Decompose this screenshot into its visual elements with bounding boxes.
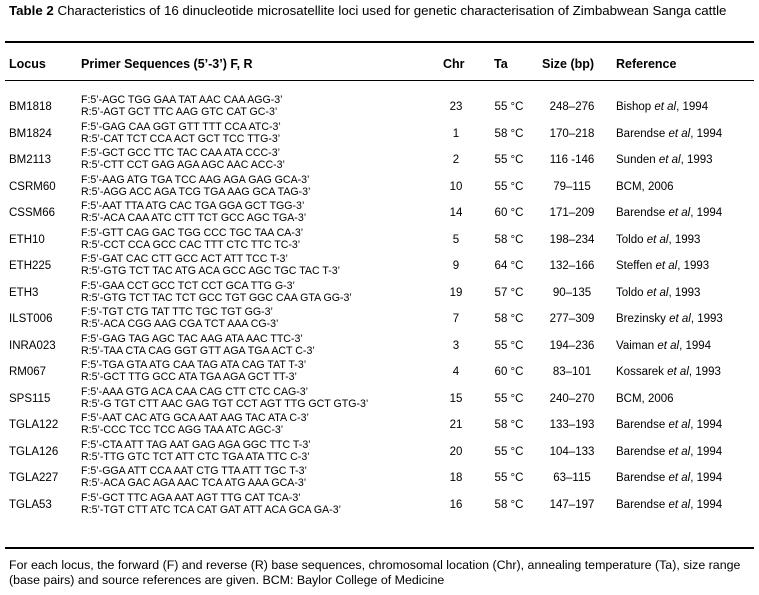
table-row bbox=[0, 280, 759, 307]
reference bbox=[616, 393, 674, 405]
ref-year: , 1993 bbox=[677, 260, 710, 272]
primer-sequences bbox=[81, 439, 311, 464]
forward-primer: F:5’-GAG TAG AGC TAC AAG ATA AAC TTC-3’ bbox=[81, 332, 303, 345]
bottom-rule bbox=[5, 547, 754, 549]
locus-name: TGLA122 bbox=[9, 419, 59, 431]
reference bbox=[616, 499, 722, 511]
ref-year: , 1994 bbox=[676, 101, 709, 113]
locus-name: ETH3 bbox=[9, 286, 39, 299]
ref-author: Barendse bbox=[616, 419, 666, 431]
ref-et-al: et al bbox=[657, 339, 680, 352]
table-footnote: For each locus, the forward (F) and reverse (R) base sequences, chromosomal location (Chr), annealing temperature (Ta), size range (base pairs) and source references are given. BCM: Baylor College of Medicine bbox=[9, 558, 741, 587]
ref-year: , 1994 bbox=[690, 127, 723, 140]
table-row bbox=[0, 227, 759, 254]
locus-name: ETH10 bbox=[9, 233, 45, 246]
chromosome: 20 bbox=[449, 445, 463, 458]
chromosome: 1 bbox=[452, 127, 460, 140]
reference bbox=[616, 234, 700, 246]
size-range: 277–309 bbox=[549, 313, 595, 325]
chromosome: 2 bbox=[452, 154, 460, 166]
forward-primer: F:5’-AAG ATG TGA TCC AAG AGA GAG GCA-3’ bbox=[81, 173, 310, 186]
locus-name: TGLA53 bbox=[9, 498, 52, 511]
size-range: 171–209 bbox=[549, 207, 595, 219]
reference bbox=[616, 446, 722, 458]
reference bbox=[616, 366, 721, 378]
reference bbox=[616, 101, 708, 113]
ref-year: , 1993 bbox=[690, 313, 723, 325]
forward-primer: F:5’-AAA GTG ACA CAA CAG CTT CTC CAG-3’ bbox=[81, 385, 309, 398]
forward-primer: F:5’-GAT CAC CTT GCC ACT ATT TCC T-3’ bbox=[81, 253, 288, 265]
ref-author: Sunden bbox=[616, 154, 656, 166]
header-size: Size (bp) bbox=[542, 57, 595, 71]
annealing-temp: 55 °C bbox=[494, 339, 524, 352]
ref-author: Barendse bbox=[616, 498, 666, 511]
locus-name: CSRM60 bbox=[9, 180, 56, 193]
ref-author: Barendse bbox=[616, 127, 666, 140]
ref-source: BCM, 2006 bbox=[616, 180, 674, 193]
reverse-primer: R:5’-ACA CGG AAG CGA TCT AAA CG-3’ bbox=[81, 318, 279, 331]
forward-primer: F:5’-GGA ATT CCA AAT CTG TTA ATT TGC T-3’ bbox=[81, 465, 307, 477]
primer-sequences bbox=[81, 386, 368, 411]
primer-sequences bbox=[81, 465, 307, 490]
header-primer-sequences: Primer Sequences (5’-3’) F, R bbox=[81, 57, 253, 71]
ref-et-al: et al bbox=[668, 445, 691, 458]
annealing-temp: 55 °C bbox=[494, 180, 524, 193]
table-row bbox=[0, 412, 759, 439]
table-row bbox=[0, 147, 759, 174]
ref-year: , 1994 bbox=[679, 339, 712, 352]
annealing-temp: 55 °C bbox=[494, 392, 524, 405]
locus-name: TGLA126 bbox=[9, 445, 59, 458]
ref-author: Barendse bbox=[616, 445, 666, 458]
ref-year: , 1993 bbox=[668, 286, 701, 299]
size-range: 104–133 bbox=[549, 445, 595, 458]
annealing-temp: 55 °C bbox=[494, 472, 524, 484]
locus-name: TGLA227 bbox=[9, 472, 59, 484]
reverse-primer: R:5’-GTG TCT TAC ATG ACA GCC AGC TGC TAC T-3’ bbox=[81, 265, 341, 278]
forward-primer: F:5’-TGA GTA ATG CAA TAG ATA CAG TAT T-3’ bbox=[81, 359, 307, 371]
chromosome: 19 bbox=[449, 286, 463, 299]
table-row bbox=[0, 174, 759, 201]
reference bbox=[616, 181, 674, 193]
primer-sequences bbox=[81, 200, 306, 225]
ref-et-al: et al bbox=[669, 313, 691, 325]
table-title: Characteristics of 16 dinucleotide microsatellite loci used for genetic characterisation of Zimbabwean Sanga cattle bbox=[53, 3, 727, 18]
reverse-primer: R:5’-CCC TCC TCC AGG TAA ATC AGC-3’ bbox=[81, 424, 284, 437]
size-range: 63–115 bbox=[553, 472, 591, 484]
annealing-temp: 58 °C bbox=[494, 127, 524, 140]
locus-name: RM067 bbox=[9, 366, 47, 378]
ref-author: Barendse bbox=[616, 472, 666, 484]
size-range: 170–218 bbox=[549, 127, 595, 140]
table-row bbox=[0, 439, 759, 466]
forward-primer: F:5’-AAT CAC ATG GCA AAT AAG TAC ATA C-3’ bbox=[81, 412, 309, 424]
ref-et-al: et al bbox=[646, 233, 669, 246]
top-rule bbox=[5, 41, 754, 43]
chromosome: 4 bbox=[452, 366, 460, 378]
header-ta: Ta bbox=[494, 57, 508, 71]
primer-sequences bbox=[81, 412, 309, 437]
table-row bbox=[0, 386, 759, 413]
forward-primer: F:5’-AGC TGG GAA TAT AAC CAA AGG-3’ bbox=[81, 94, 283, 106]
ref-et-al: et al bbox=[658, 154, 681, 166]
annealing-temp: 58 °C bbox=[494, 233, 524, 246]
table-row bbox=[0, 306, 759, 333]
reverse-primer: R:5’-TTG GTC TCT ATT CTC TGA ATA TTC C-3’ bbox=[81, 450, 310, 463]
reference bbox=[616, 472, 722, 484]
annealing-temp: 55 °C bbox=[494, 445, 524, 458]
primer-sequences bbox=[81, 227, 303, 252]
ref-author: Barendse bbox=[616, 207, 666, 219]
table-row bbox=[0, 492, 759, 519]
size-range: 133–193 bbox=[549, 419, 595, 431]
ref-et-al: et al bbox=[654, 101, 677, 113]
size-range: 90–135 bbox=[552, 286, 592, 299]
ref-et-al: et al bbox=[668, 127, 691, 140]
chromosome: 7 bbox=[452, 313, 460, 325]
reverse-primer: R:5’-CTT CCT GAG AGA AGC AAC ACC-3’ bbox=[81, 159, 285, 172]
locus-name: ETH225 bbox=[9, 260, 52, 272]
ref-author: Bishop bbox=[616, 101, 652, 113]
ref-author: Toldo bbox=[616, 233, 644, 246]
ref-year: , 1994 bbox=[690, 207, 723, 219]
reverse-primer: R:5’-TGT CTT ATC TCA CAT GAT ATT ACA GCA GA-3’ bbox=[81, 503, 341, 516]
size-range: 83–101 bbox=[552, 366, 592, 378]
size-range: 248–276 bbox=[549, 101, 595, 113]
ref-year: , 1994 bbox=[690, 419, 723, 431]
annealing-temp: 58 °C bbox=[494, 419, 524, 431]
table-caption bbox=[9, 3, 754, 19]
primer-sequences bbox=[81, 492, 341, 517]
size-range: 240–270 bbox=[549, 392, 595, 405]
annealing-temp: 55 °C bbox=[494, 101, 524, 113]
table-row bbox=[0, 253, 759, 280]
ref-source: BCM, 2006 bbox=[616, 392, 674, 405]
reverse-primer: R:5’-ACA GAC AGA AAC TCA ATG AAA GCA-3’ bbox=[81, 477, 307, 490]
reference bbox=[616, 154, 713, 166]
primer-sequences bbox=[81, 94, 283, 119]
locus-name: BM1824 bbox=[9, 127, 52, 140]
reverse-primer: R:5’-TAA CTA CAG GGT GTT AGA TGA ACT C-3’ bbox=[81, 344, 315, 357]
locus-name: BM2113 bbox=[9, 154, 51, 166]
ref-year: , 1993 bbox=[680, 154, 713, 166]
size-range: 147–197 bbox=[549, 498, 595, 511]
ref-et-al: et al bbox=[667, 366, 689, 378]
forward-primer: F:5’-GCT GCC TTC TAC CAA ATA CCC-3’ bbox=[81, 147, 280, 159]
forward-primer: F:5’-GCT TTC AGA AAT AGT TTG CAT TCA-3’ bbox=[81, 491, 301, 504]
reverse-primer: R:5’-GTG TCT TAC TCT GCC TGT GGC CAA GTA GG-3’ bbox=[81, 291, 352, 304]
chromosome: 9 bbox=[452, 260, 460, 272]
reverse-primer: R:5’-CCT CCA GCC CAC TTT CTC TTC TC-3’ bbox=[81, 238, 301, 251]
reference bbox=[616, 287, 700, 299]
locus-name: INRA023 bbox=[9, 339, 56, 352]
primer-sequences bbox=[81, 306, 278, 331]
ref-year: , 1994 bbox=[690, 445, 723, 458]
reference bbox=[616, 207, 722, 219]
forward-primer: F:5’-TGT CTG TAT TTC TGC TGT GG-3’ bbox=[81, 306, 273, 318]
reverse-primer: R:5’-G TGT CTT AAC GAG TGT CCT AGT TTG GCT GTG-3’ bbox=[81, 397, 369, 410]
chromosome: 16 bbox=[449, 498, 463, 511]
reverse-primer: R:5’-GCT TTG GCC ATA TGA AGA GCT TT-3’ bbox=[81, 371, 297, 384]
primer-sequences bbox=[81, 333, 315, 358]
reverse-primer: R:5’-ACA CAA ATC CTT TCT GCC AGC TGA-3’ bbox=[81, 212, 307, 225]
size-range: 198–234 bbox=[549, 233, 595, 246]
forward-primer: F:5’-GTT CAG GAC TGG CCC TGC TAA CA-3’ bbox=[81, 226, 304, 239]
table-row bbox=[0, 121, 759, 148]
annealing-temp: 58 °C bbox=[494, 498, 524, 511]
forward-primer: F:5’-GAA CCT GCC TCT CCT GCA TTG G-3’ bbox=[81, 279, 295, 292]
size-range: 132–166 bbox=[549, 260, 595, 272]
forward-primer: F:5’-GAG CAA GGT GTT TTT CCA ATC-3’ bbox=[81, 120, 281, 133]
table-row bbox=[0, 465, 759, 492]
ref-et-al: et al bbox=[655, 260, 678, 272]
primer-sequences bbox=[81, 174, 310, 199]
locus-name: BM1818 bbox=[9, 101, 52, 113]
ref-author: Steffen bbox=[616, 260, 653, 272]
table-row bbox=[0, 200, 759, 227]
primer-sequences bbox=[81, 121, 281, 146]
reference bbox=[616, 260, 709, 272]
ref-year: , 1993 bbox=[668, 233, 701, 246]
chromosome: 21 bbox=[449, 419, 463, 431]
annealing-temp: 60 °C bbox=[494, 207, 524, 219]
reverse-primer: R:5’-AGT GCT TTC AAG GTC CAT GC-3’ bbox=[81, 106, 278, 119]
primer-sequences bbox=[81, 359, 306, 384]
forward-primer: F:5’-AAT TTA ATG CAC TGA GGA GCT TGG-3’ bbox=[81, 200, 305, 212]
annealing-temp: 58 °C bbox=[494, 313, 524, 325]
reference bbox=[616, 313, 723, 325]
chromosome: 5 bbox=[452, 233, 460, 246]
ref-year: , 1993 bbox=[688, 366, 721, 378]
reference bbox=[616, 128, 722, 140]
annealing-temp: 55 °C bbox=[494, 154, 524, 166]
header-chr: Chr bbox=[443, 57, 465, 71]
chromosome: 23 bbox=[449, 101, 463, 113]
header-locus: Locus bbox=[9, 57, 46, 71]
chromosome: 10 bbox=[449, 180, 463, 193]
primer-sequences bbox=[81, 147, 285, 172]
ref-et-al: et al bbox=[668, 207, 691, 219]
annealing-temp: 64 °C bbox=[494, 260, 524, 272]
locus-name: CSSM66 bbox=[9, 207, 56, 219]
ref-et-al: et al bbox=[668, 472, 691, 484]
table-label: Table 2 bbox=[9, 3, 54, 18]
chromosome: 15 bbox=[449, 392, 463, 405]
ref-year: , 1994 bbox=[690, 498, 723, 511]
locus-name: SPS115 bbox=[9, 392, 51, 405]
table-body bbox=[0, 94, 759, 518]
ref-et-al: et al bbox=[668, 498, 691, 511]
ref-et-al: et al bbox=[646, 286, 669, 299]
header-reference: Reference bbox=[616, 57, 677, 71]
forward-primer: F:5’-CTA ATT TAG AAT GAG AGA GGC TTC T-3’ bbox=[81, 438, 311, 451]
reference bbox=[616, 419, 722, 431]
ref-author: Toldo bbox=[616, 286, 644, 299]
primer-sequences bbox=[81, 280, 352, 305]
chromosome: 18 bbox=[449, 472, 463, 484]
ref-author: Vaiman bbox=[616, 339, 655, 352]
ref-author: Brezinsky bbox=[616, 313, 666, 325]
reverse-primer: R:5’-CAT TCT CCA ACT GCT TCC TTG-3’ bbox=[81, 132, 281, 145]
header-rule bbox=[5, 80, 754, 81]
reverse-primer: R:5’-AGG ACC AGA TCG TGA AAG GCA TAG-3’ bbox=[81, 185, 311, 198]
table-row bbox=[0, 94, 759, 121]
size-range: 116 -146 bbox=[549, 154, 595, 166]
table-row bbox=[0, 333, 759, 360]
ref-year: , 1994 bbox=[690, 472, 723, 484]
reference bbox=[616, 340, 711, 352]
table-row bbox=[0, 359, 759, 386]
ref-et-al: et al bbox=[668, 419, 691, 431]
annealing-temp: 60 °C bbox=[494, 366, 524, 378]
chromosome: 3 bbox=[452, 339, 460, 352]
size-range: 79–115 bbox=[553, 180, 591, 193]
annealing-temp: 57 °C bbox=[494, 286, 524, 299]
chromosome: 14 bbox=[449, 207, 463, 219]
size-range: 194–236 bbox=[549, 339, 595, 352]
ref-author: Kossarek bbox=[616, 366, 664, 378]
primer-sequences bbox=[81, 253, 340, 278]
locus-name: ILST006 bbox=[9, 313, 53, 325]
